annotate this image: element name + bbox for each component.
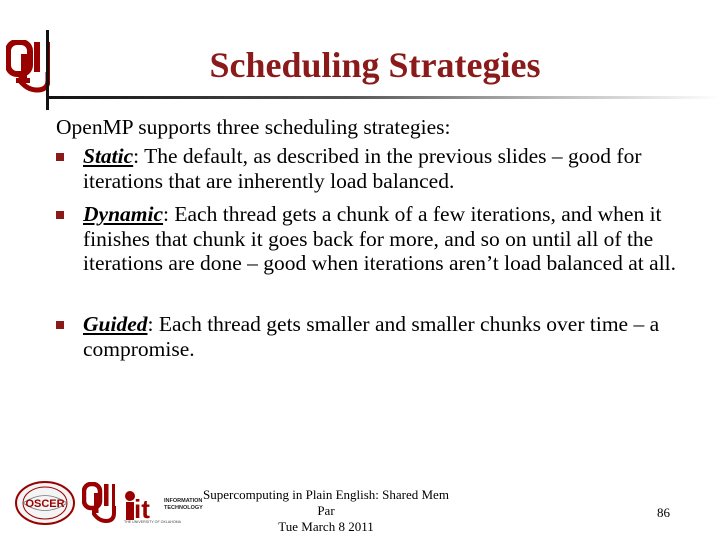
bullet-text: : The default, as described in the previous slides – good for iterations that are inherently load balanced. [83,144,642,193]
oscer-logo-text: OSCER [25,498,65,510]
page-number: 86 [657,505,670,520]
oscer-logo-icon [14,480,76,526]
bullet-marker-icon [56,321,64,329]
bullet-dynamic [56,202,696,276]
header-horizontal-rule [46,96,720,99]
ou-small-logo-icon [82,482,116,524]
footer-line-1: Supercomputing in Plain English: Shared Mem Par [203,487,449,518]
footer-line-2: Tue March 8 2011 [278,519,374,534]
bullet-static [56,144,696,193]
bullet-text: : Each thread gets smaller and smaller chunks over time – a compromise. [83,312,660,361]
bullet-marker-icon [56,211,64,219]
bullet-term: Guided [83,312,148,336]
it-logo-subtext-1: INFORMATION [164,498,203,504]
bullet-guided [56,312,696,361]
bullet-term: Dynamic [83,202,164,226]
it-logo-subtext-2: TECHNOLOGY [164,505,203,511]
it-logo-text: it [134,494,150,524]
intro-text: OpenMP supports three scheduling strategies: [56,115,451,139]
bullet-term: Static [83,144,134,168]
slide-title: Scheduling Strategies [209,45,541,85]
bullet-marker-icon [56,153,64,161]
bullet-text: : Each thread gets a chunk of a few iterations, and when it finishes that chunk it goes back for more, and so on until all of the iterations are done – good when iterations aren’t load balanced at all. [83,202,677,275]
footer-caption [196,487,456,535]
it-logo-icon [120,484,204,524]
it-logo-subtext-3: THE UNIVERSITY OF OKLAHOMA [124,520,182,524]
